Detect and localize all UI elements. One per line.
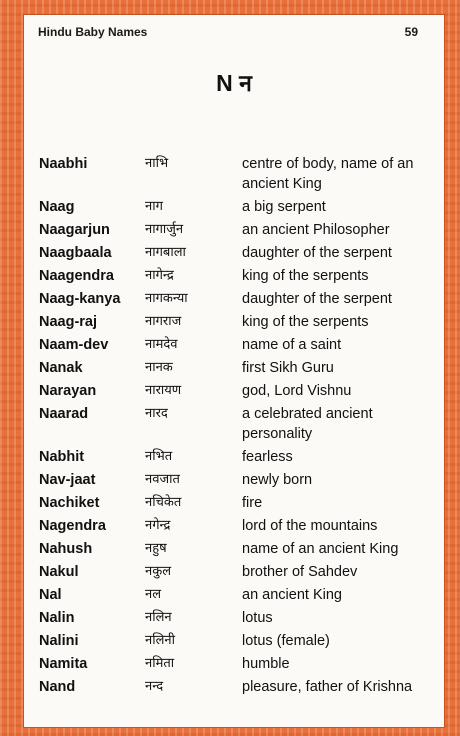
list-item	[23, 404, 445, 446]
list-item	[23, 381, 445, 403]
meaning-text: an ancient King	[242, 587, 342, 603]
devanagari-text: नागराज	[145, 314, 182, 329]
devanagari-text: नवजात	[145, 472, 180, 487]
meaning-text: fearless	[242, 449, 293, 465]
page-number: 59	[404, 25, 418, 39]
devanagari-text: नानक	[145, 360, 173, 375]
name-text: Nalin	[39, 610, 75, 626]
meaning-text: god, Lord Vishnu	[242, 383, 352, 399]
devanagari-text: नाग	[145, 199, 163, 214]
list-item	[23, 539, 445, 561]
list-item	[23, 677, 445, 699]
list-item	[23, 358, 445, 380]
list-item	[23, 266, 445, 288]
devanagari-text: नाभि	[145, 156, 169, 171]
name-text: Nav-jaat	[39, 472, 96, 488]
book-page	[23, 14, 445, 728]
devanagari-text: नचिकेत	[145, 495, 182, 510]
list-item	[23, 447, 445, 469]
list-item	[23, 516, 445, 538]
meaning-text: lord of the mountains	[242, 518, 378, 534]
devanagari-text: नारायण	[145, 383, 182, 398]
meaning-text: fire	[242, 495, 263, 511]
name-text: Naagbaala	[39, 245, 112, 261]
meaning-text: a big serpent	[242, 199, 326, 215]
meaning-text: king of the serpents	[242, 268, 369, 284]
name-text: Naabhi	[39, 156, 88, 172]
devanagari-text: नागेन्द्र	[145, 268, 174, 283]
devanagari-text: नागार्जुन	[145, 222, 184, 237]
devanagari-text: नहुष	[145, 541, 167, 556]
meaning-text: newly born	[242, 472, 313, 488]
devanagari-text: नगेन्द्र	[145, 518, 171, 533]
name-text: Naagarjun	[39, 222, 110, 238]
name-text: Nabhit	[39, 449, 85, 465]
list-item	[23, 631, 445, 653]
meaning-text: lotus	[242, 610, 273, 626]
devanagari-text: नामदेव	[145, 337, 178, 352]
devanagari-text: नभित	[145, 449, 173, 464]
name-text: Nal	[39, 587, 62, 603]
list-item	[23, 562, 445, 584]
meaning-text: king of the serpents	[242, 314, 369, 330]
letter-heading: N न	[216, 70, 252, 96]
book-title: Hindu Baby Names	[38, 25, 148, 39]
list-item	[23, 585, 445, 607]
list-item	[23, 220, 445, 242]
name-text: Naarad	[39, 406, 89, 422]
meaning-text: lotus (female)	[242, 633, 330, 649]
meaning-text: brother of Sahdev	[242, 564, 358, 580]
list-item	[23, 608, 445, 630]
meaning-text: an ancient Philosopher	[242, 222, 390, 238]
devanagari-text: नागकन्या	[145, 291, 188, 306]
devanagari-text: नागबाला	[145, 245, 186, 260]
name-text: Naag-raj	[39, 314, 98, 330]
name-text: Naag	[39, 199, 75, 215]
name-text: Nand	[39, 679, 76, 695]
devanagari-text: नमिता	[145, 656, 175, 671]
list-item	[23, 289, 445, 311]
devanagari-text: नकुल	[145, 564, 172, 579]
meaning-text: daughter of the serpent	[242, 291, 392, 307]
list-item	[23, 312, 445, 334]
name-text: Nalini	[39, 633, 79, 649]
meaning-text: daughter of the serpent	[242, 245, 392, 261]
name-text: Naagendra	[39, 268, 114, 284]
meaning-text: first Sikh Guru	[242, 360, 334, 376]
list-item	[23, 470, 445, 492]
meaning-text: name of a saint	[242, 337, 342, 353]
list-item	[23, 154, 445, 196]
devanagari-text: नल	[145, 587, 162, 602]
meaning-text: a celebrated ancient personality	[242, 406, 373, 442]
name-text: Naag-kanya	[39, 291, 121, 307]
list-item	[23, 243, 445, 265]
devanagari-text: नलिनी	[145, 633, 175, 648]
name-text: Nahush	[39, 541, 93, 557]
meaning-text: pleasure, father of Krishna	[242, 679, 413, 695]
devanagari-text: नलिन	[145, 610, 172, 625]
name-text: Namita	[39, 656, 88, 672]
name-text: Nakul	[39, 564, 79, 580]
meaning-text: humble	[242, 656, 290, 672]
list-item	[23, 493, 445, 515]
devanagari-text: नारद	[145, 406, 168, 421]
meaning-text: centre of body, name of an ancient King	[242, 156, 414, 192]
name-text: Nagendra	[39, 518, 106, 534]
list-item	[23, 197, 445, 219]
list-item	[23, 335, 445, 357]
name-text: Nachiket	[39, 495, 100, 511]
name-text: Naam-dev	[39, 337, 109, 353]
devanagari-text: नन्द	[145, 679, 164, 694]
meaning-text: name of an ancient King	[242, 541, 399, 557]
name-text: Nanak	[39, 360, 83, 376]
name-text: Narayan	[39, 383, 97, 399]
list-item	[23, 654, 445, 676]
